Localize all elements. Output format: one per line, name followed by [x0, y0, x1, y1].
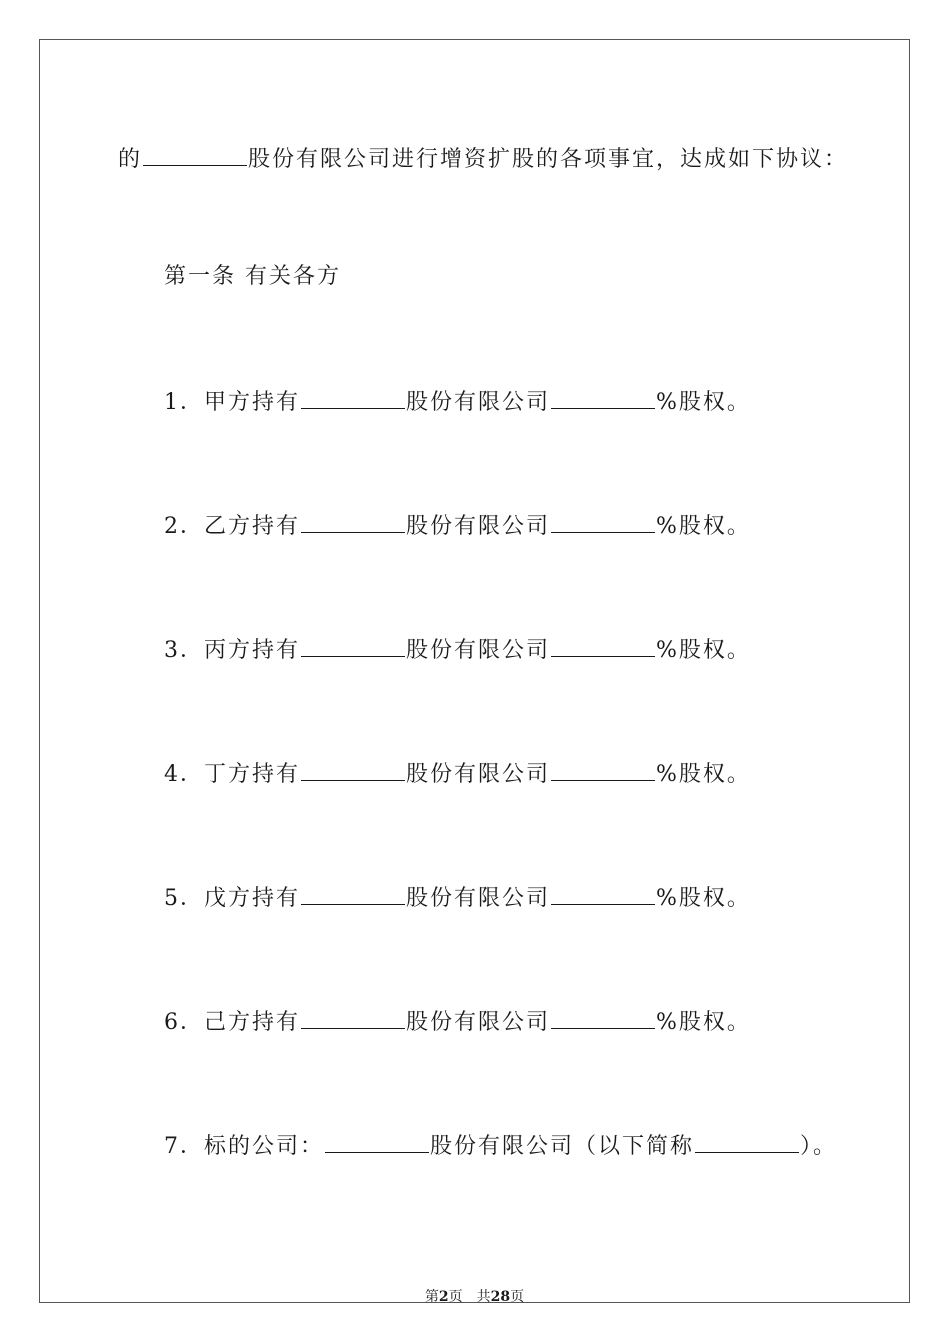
blank-percent: [551, 758, 655, 781]
item-party: 乙方持有: [204, 514, 301, 539]
item-party: 甲方持有: [204, 390, 301, 415]
item-party: 戊方持有: [204, 886, 301, 911]
item-tail: %股权。: [656, 638, 751, 663]
intro-suffix: 股份有限公司进行增资扩股的各项事宜，达成如下协议：: [248, 147, 849, 172]
blank-percent: [551, 386, 655, 409]
item-number: 4．: [164, 762, 204, 787]
blank-company: [301, 634, 405, 657]
target-label: 标的公司：: [204, 1134, 325, 1159]
target-tail: ）。: [800, 1134, 838, 1159]
blank-company: [301, 510, 405, 533]
article-heading: 第一条 有关各方: [164, 264, 341, 289]
blank-percent: [551, 634, 655, 657]
holding-item-2: [164, 510, 909, 542]
blank-short-name: [695, 1130, 799, 1153]
blank-company: [301, 1006, 405, 1029]
item-company: 股份有限公司: [406, 390, 551, 415]
item-company: 股份有限公司: [406, 514, 551, 539]
intro-line: [118, 143, 909, 175]
blank-company-name: [143, 143, 247, 166]
footer-page-prefix: 第: [424, 1289, 439, 1305]
blank-percent: [551, 510, 655, 533]
blank-target-name: [325, 1130, 429, 1153]
blank-percent: [551, 882, 655, 905]
item-number: 6．: [164, 1010, 204, 1035]
blank-company: [301, 758, 405, 781]
item-number: 3．: [164, 638, 204, 663]
item-company: 股份有限公司: [406, 1010, 551, 1035]
intro-prefix: 的: [118, 147, 143, 172]
item-tail: %股权。: [656, 762, 751, 787]
page-footer: [40, 1286, 909, 1306]
blank-company: [301, 882, 405, 905]
holding-item-3: [164, 634, 909, 666]
item-company: 股份有限公司: [406, 638, 551, 663]
footer-page-mid: 页 共: [448, 1289, 491, 1305]
holding-item-5: [164, 882, 909, 914]
item-party: 丙方持有: [204, 638, 301, 663]
target-company-line: [164, 1130, 909, 1162]
blank-percent: [551, 1006, 655, 1029]
holding-item-6: [164, 1006, 909, 1038]
footer-page-total: 28: [490, 1289, 511, 1305]
holding-item-4: [164, 758, 909, 790]
item-number: 7．: [164, 1134, 204, 1159]
item-tail: %股权。: [656, 514, 751, 539]
holding-item-1: [164, 386, 909, 418]
footer-page-suffix: 页: [510, 1289, 525, 1305]
item-tail: %股权。: [656, 390, 751, 415]
item-number: 5．: [164, 886, 204, 911]
page-frame: [39, 39, 910, 1303]
item-company: 股份有限公司: [406, 762, 551, 787]
blank-company: [301, 386, 405, 409]
item-tail: %股权。: [656, 1010, 751, 1035]
item-party: 己方持有: [204, 1010, 301, 1035]
target-company: 股份有限公司（以下简称: [430, 1134, 695, 1159]
item-number: 1．: [164, 390, 204, 415]
item-company: 股份有限公司: [406, 886, 551, 911]
footer-page-number: 2: [438, 1289, 449, 1305]
item-party: 丁方持有: [204, 762, 301, 787]
item-number: 2．: [164, 514, 204, 539]
item-tail: %股权。: [656, 886, 751, 911]
